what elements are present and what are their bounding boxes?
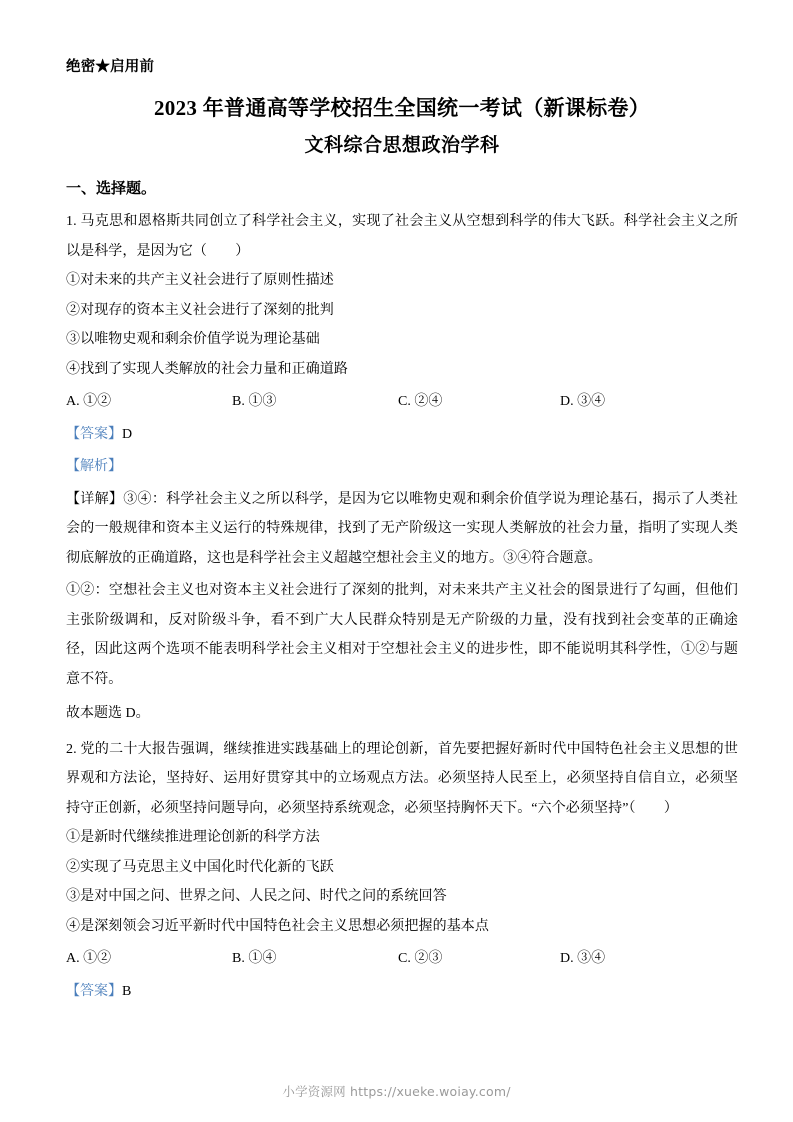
question-1-option-c[interactable]: C. ②④ (398, 394, 443, 409)
question-1-statement-4: ④找到了实现人类解放的社会力量和正确道路 (66, 361, 348, 377)
question-2-option-b[interactable]: B. ①④ (232, 951, 277, 966)
question-2-option-a[interactable]: A. ①② (66, 951, 112, 966)
question-2-stem (66, 735, 738, 824)
question-1-statement-3: ③以唯物史观和剩余价值学说为理论基础 (66, 332, 320, 347)
question-1-statement-2: ②对现存的资本主义社会进行了深刻的批判 (66, 302, 334, 318)
page-title: 2023 年普通高等学校招生全国统一考试（新课标卷） (153, 96, 651, 120)
question-1-stem (66, 207, 738, 266)
question-2-option-c[interactable]: C. ②③ (398, 951, 443, 966)
question-2-answer-value: B (122, 983, 132, 999)
question-2-statement-4: ④是深刻领会习近平新时代中国特色社会主义思想必须把握的基本点 (66, 918, 489, 934)
answer-label: 【答案】 (66, 426, 122, 442)
answer-label: 【答案】 (66, 983, 122, 999)
section-heading-choice: 一、选择题。 (66, 181, 157, 197)
question-2-statement-3: ③是对中国之问、世界之问、人民之问、时代之问的系统回答 (66, 889, 447, 904)
question-1-detail-1-text: ③④：科学社会主义之所以科学，是因为它以唯物史观和剩余价值学说为理论基石，揭示了人类社会的一般规律和资本主义运行的特殊规律，找到了无产阶级这一实现人类解放的社会力量，指明了实现人类彻底解放的正确道路，这也是科学社会主义超越空想社会主义的地方。③④符合题意。 (66, 491, 738, 566)
question-1-answer (66, 420, 738, 450)
question-1-statement-1: ①对未来的共产主义社会进行了原则性描述 (66, 273, 334, 288)
question-1-options (66, 387, 738, 417)
question-1-detail-2: ①②：空想社会主义也对资本主义社会进行了深刻的批判，对未来共产主义社会的图景进行了勾画，但他们主张阶级调和，反对阶级斗争，看不到广大人民群众特别是无产阶级的力量，没有找到社会变革的正确途径，因此这两个选项不能表明科学社会主义相对于空想社会主义的进步性，即不能说明其科学性，①②与题意不符。 (66, 583, 738, 687)
question-2-statement-1: ①是新时代继续推进理论创新的科学方法 (66, 830, 320, 845)
analysis-label: 【解析】 (66, 459, 122, 474)
question-block-2 (66, 735, 738, 1007)
question-1-analysis-label (66, 452, 738, 482)
question-1-number: 1. (66, 214, 77, 229)
question-1-answer-value: D (122, 426, 133, 442)
question-2-answer (66, 977, 738, 1007)
detail-label: 【详解】 (66, 491, 124, 507)
question-2-statement-2: ②实现了马克思主义中国化时代化新的飞跃 (66, 859, 334, 875)
question-2-stem-text: 党的二十大报告强调，继续推进实践基础上的理论创新，首先要把握好新时代中国特色社会主义思想的世界观和方法论，坚持好、运用好贯穿其中的立场观点方法。必须坚持人民至上，必须坚持自信自立，必须坚持守正创新，必须坚持问题导向，必须坚持系统观念，必须坚持胸怀天下。“六个必须坚持”（ ） (66, 741, 738, 816)
footer-watermark: 小学资源网 https://xueke.woiay.com/ (282, 1084, 511, 1099)
secret-notice: 绝密★启用前 (66, 59, 155, 75)
question-1-option-a[interactable]: A. ①② (66, 394, 112, 409)
question-1-conclusion: 故本题选 D。 (66, 706, 150, 721)
question-1-option-b[interactable]: B. ①③ (232, 394, 277, 409)
page-subtitle: 文科综合思想政治学科 (304, 135, 500, 156)
question-2-number: 2. (66, 741, 77, 757)
question-1-stem-text: 马克思和恩格斯共同创立了科学社会主义，实现了社会主义从空想到科学的伟大飞跃。科学社会主义之所以是科学，是因为它（ ） (66, 214, 738, 259)
question-2-options (66, 944, 738, 974)
question-1-option-d[interactable]: D. ③④ (560, 394, 606, 409)
question-1-detail-1 (66, 485, 738, 574)
question-2-option-d[interactable]: D. ③④ (560, 951, 606, 966)
question-block-1 (66, 207, 738, 729)
